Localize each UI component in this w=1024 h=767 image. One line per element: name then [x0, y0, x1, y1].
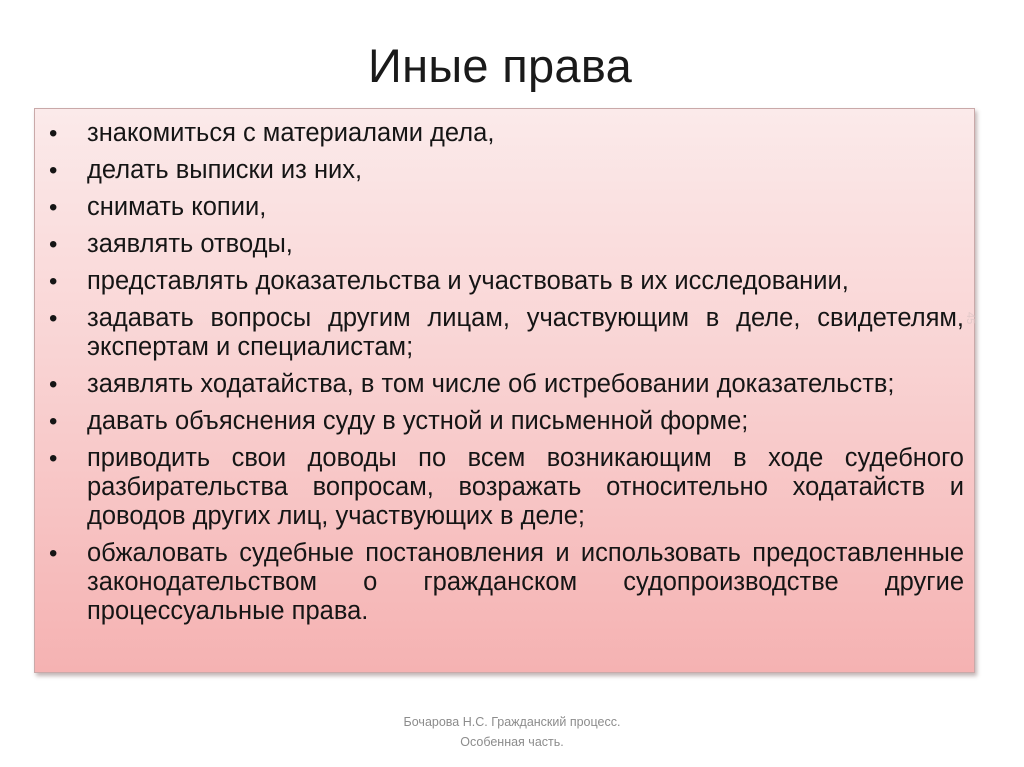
footer: [0, 712, 1024, 752]
slide-number: 45: [964, 312, 976, 325]
bullet-icon: •: [49, 305, 58, 332]
list-item-text: обжаловать судебные постановления и использовать предоставленные законодательством о гражданском судопроизводстве другие процессуальные права.: [87, 539, 964, 625]
list-item: [43, 193, 964, 222]
list-item-text: представлять доказательства и участвовать в их исследовании,: [87, 267, 849, 295]
bullet-icon: •: [49, 194, 58, 221]
bullet-icon: •: [49, 120, 58, 147]
footer-author-line: Бочарова Н.С. Гражданский процесс.: [403, 715, 621, 729]
list-item-text: знакомиться с материалами дела,: [87, 119, 495, 147]
list-item: [43, 539, 964, 626]
content-box: [34, 108, 975, 673]
list-item: [43, 230, 964, 259]
footer-subtitle-line: Особенная часть.: [460, 735, 564, 749]
list-item-text: давать объяснения суду в устной и письменной форме;: [87, 407, 749, 435]
list-item-text: снимать копии,: [87, 193, 267, 221]
list-item-text: заявлять отводы,: [87, 230, 293, 258]
bullet-icon: •: [49, 371, 58, 398]
bullet-icon: •: [49, 445, 58, 472]
bullet-list: [43, 119, 964, 626]
list-item: [43, 444, 964, 531]
slide-title: Иные права: [367, 39, 633, 92]
bullet-icon: •: [49, 157, 58, 184]
list-item: [43, 370, 964, 399]
bullet-icon: •: [49, 408, 58, 435]
list-item-text: приводить свои доводы по всем возникающим в ходе судебного разбирательства вопросам, возражать относительно ходатайств и доводов других лиц, участвующих в деле;: [87, 444, 964, 530]
list-item-text: заявлять ходатайства, в том числе об истребовании доказательств;: [87, 370, 895, 398]
bullet-icon: •: [49, 540, 58, 567]
list-item: [43, 156, 964, 185]
list-item-text: делать выписки из них,: [87, 156, 363, 184]
list-item-text: задавать вопросы другим лицам, участвующим в деле, свидетелям, экспертам и специалистам;: [87, 304, 964, 361]
list-item: [43, 407, 964, 436]
list-item: [43, 119, 964, 148]
bullet-icon: •: [49, 231, 58, 258]
bullet-icon: •: [49, 268, 58, 295]
list-item: [43, 267, 964, 296]
list-item: [43, 304, 964, 362]
